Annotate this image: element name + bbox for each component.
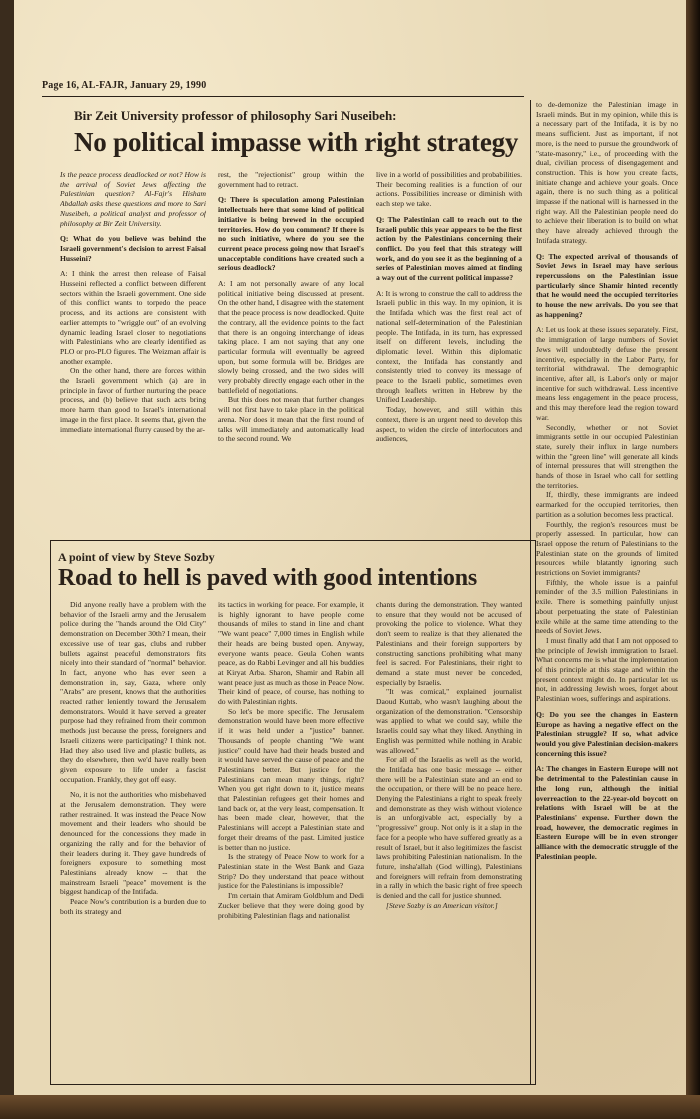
header-rule	[42, 96, 524, 97]
interview-paragraph: If, thirdly, these immigrants are indeed earmarked for the occupied territories, then partition as a solution becomes less practical.	[536, 490, 678, 519]
interview-paragraph: Fifthly, the whole issue is a painful reminder of the 3.5 million Palestinians in exile. There is something painfully unjust about perpetuating the state of Palestinian exile while at the same time attending to the needs of Soviet Jews.	[536, 577, 678, 636]
interview-question: Q: Do you see the changes in Eastern Europe as having a negative effect on the Palestinian struggle? If so, what advice would you give Palestinian decision-makers concerning this issue?	[536, 709, 678, 758]
interview-answer: A: I think the arrest then release of Faisal Husseini reflected a conflict between different sectors within the Israeli government. One side of this conflict wants to torpedo the peace process, and its actions are consistent with earlier attempts to "wriggle out" of an evolving dynamic leading Israel closer to negotiations with Palestinians who are clearly identified as PLO or pro-PLO figures. The Weizman affair is another example.	[60, 269, 206, 366]
interview-column-1	[60, 170, 206, 530]
interview-paragraph: rest, the "rejectionist" group within the government had to retract.	[218, 170, 364, 189]
opinion-paragraph: its tactics in working for peace. For example, it is highly ignorant to have people come thousands of miles to stand in line and chant "We want peace" 7,000 times in English while their heads are being busted open. Anyway, everyone wants peace. Geula Cohen wants peace, as do Rabbi Levinger and all his buddies at Kiryat Arba. Sharon, Shamir and Rabin all want peace just as much as those in Peace Now. Their kind of peace, of course, has nothing to do with Palestinian rights.	[218, 600, 364, 707]
interview-paragraph: But this does not mean that further changes will not first have to take place in the political arena. Nor does it mean that the first round of talks will immediately and automatically lead to the second round. We	[218, 395, 364, 444]
opinion-paragraph: Is the strategy of Peace Now to work for a Palestinian state in the West Bank and Gaza Strip? Do they understand that peace without justice for the Palestinians is impossible?	[218, 852, 364, 891]
interview-paragraph: to de-demonize the Palestinian image in Israeli minds. But in my opinion, while this is a necessary part of the Intifada, it is by no means sufficient. Just as important, if not more, is the need to pursue the groundwork of "state-masonry," i.e., of proceeding with the dual, civilian process of disengagement and construction. This is how you create facts, initiate change and achieve your goals. Once again, there is no such thing as a political impasse if the national will is harnessed in the right way. All the Palestinian people need do to achieve their liberation is to build on what they have already achieved through the Intifada strategy.	[536, 100, 678, 245]
interview-intro: Is the peace process deadlocked or not? How is the arrival of Soviet Jews affecting the Palestinian question? Al-Fajr's Hisham Abdallah asks these questions and more to Sari Nuseibeh, a political analyst and professor of philosophy at Bir Zeit University.	[60, 170, 206, 228]
interview-question: Q: There is speculation among Palestinian intellectuals here that some kind of political initiative is being brewed in the occupied territories. How do you comment? If there is no such initiative, where do you see the current peace process going now that Israel's unacceptable conditions have created such a serious deadlock?	[218, 195, 364, 273]
page-bottom-edge	[0, 1095, 700, 1119]
opinion-column-1	[60, 600, 206, 1080]
interview-column-3	[376, 170, 522, 530]
interview-column-4	[536, 100, 678, 1090]
interview-paragraph: On the other hand, there are forces within the Israeli government which (a) are in principle in favor of further nurturing the peace process, and (b) believe that such acts bring more harm than good to Israel's international image in the first place. It seems that, given the immediate international flurry caused by the ar-	[60, 366, 206, 434]
opinion-paragraph: Peace Now's contribution is a burden due to both its strategy and	[60, 897, 206, 916]
interview-headline: No political impasse with right strategy	[74, 127, 519, 157]
opinion-column-2	[218, 600, 364, 1080]
interview-answer: A: I am not personally aware of any local political initiative being discussed at present. On the other hand, I disagree with the statement that the peace process is now deadlocked. Quite the contrary, all the evidence points to the fact that there is an ongoing interchange of ideas taking place. I am not saying that any one particular formula will eventually be agreed upon, but some formula will be. Bridges are slowly being crossed, and the two sides will very probably directly engage each other in the battlefield of negotiations.	[218, 279, 364, 395]
interview-paragraph: Fourthly, the region's resources must be properly assessed. In particular, how can Israel oppose the return of Palestinians to the Palestinian state on the grounds of limited resources while blatantly ignoring such restrictions on Soviet immigrants?	[536, 519, 678, 578]
interview-paragraph: I must finally add that I am not opposed to the principle of Jewish immigration to Israel. What concerns me is what the implementation of this principle at this stage and within the present context might do. In particular let us not, in addressing Jewish woes, forget about Palestinian woes, sufferings and aspirations.	[536, 635, 678, 704]
opinion-paragraph: So let's be more specific. The Jerusalem demonstration would have been more effective if it was held under a "justice" banner. Thousands of people chanting "We want justice" could have had their heads busted and it would have served the cause of peace and the Palestinians better. But justice for the Palestinians can mean many things, right? When you get right down to it, justice means that Palestinian refugees get their homes and land back or, at the very least, compensation. It has been made clear, however, that the Palestinians will accept a Palestinian state and forget their dreams of the past. Limited justice is better than no justice.	[218, 706, 364, 852]
interview-question: Q: The expected arrival of thousands of Soviet Jews in Israel may have serious repercussions on the Palestinian issue particularly since Shamir hinted recently that he would need the occupied territories to house the new arrivals. Do you see that as happening?	[536, 251, 678, 319]
opinion-kicker: A point of view by Steve Sozby	[58, 550, 215, 564]
interview-answer: A: Let us look at these issues separately. First, the immigration of large numbers of Soviet Jews will undoubtedly defuse the present incentive, especially in the Labor Party, for territorial withdrawal. The demographic incentive, after all, is Labor's only or major incentive for such withdrawal. Less incentive means less engagement in the peace process, and this may therefore lead the region toward war.	[536, 325, 678, 422]
page-folio: Page 16, AL-FAJR, January 29, 1990	[42, 80, 207, 91]
opinion-headline: Road to hell is paved with good intentions	[58, 565, 478, 591]
interview-question: Q: What do you believe was behind the Israeli government's decision to arrest Faisal Husseini?	[60, 234, 206, 263]
opinion-paragraph: "It was comical," explained journalist Daoud Kuttab, who wasn't laughing about the organization of the demonstration. "Censorship was applied to what we could say, while the Israelis could say what they liked. Anything in English was permitted while nothing in Arabic was allowed."	[376, 687, 522, 755]
interview-paragraph: Secondly, whether or not Soviet immigrants settle in our occupied Palestinian state, surely their influx in large numbers within the "green line" will generate all kinds of internal pressures that will strengthen the hands of those in Israel who call for settling the territories.	[536, 422, 678, 490]
interview-paragraph: live in a world of possibilities and probabilities. Their becoming realities is a function of our actions. Possibilities increase or diminish with each step we take.	[376, 170, 522, 209]
interview-question: Q: The Palestinian call to reach out to the Israeli public this year appears to be the first action by the Palestinians concerning their conflict. Do you feel that this strategy will work, and do you see it as the beginning of a series of Palestinian moves aimed at finding a way out of the current political impasse?	[376, 214, 522, 283]
author-note: [Steve Sozby is an American visitor.]	[386, 900, 498, 910]
interview-kicker: Bir Zeit University professor of philosophy Sari Nuseibeh:	[74, 108, 397, 123]
interview-answer: A: It is wrong to construe the call to address the Israeli public in this way. In my opinion, it is the Intifada which was the first real act of national self-determination of the Palestinian people. The Intifada, in its turn, has expressed itself on different levels, including the diplomatic level. Within this diplomatic context, the Intifada has constantly and consistently tried to convey its message of peace to the Israeli public, sometimes even through leaflets written in Hebrew by the Unified Leadership.	[376, 288, 522, 405]
newspaper-page	[14, 0, 686, 1095]
interview-column-2	[218, 170, 364, 530]
interview-paragraph: Today, however, and still within this context, there is an urgent need to develop this aspect, to widen the circle of interlocutors and audiences,	[376, 405, 522, 444]
opinion-paragraph: chants during the demonstration. They wanted to ensure that they would not be accused of provoking the police to violence. What they don't seem to realize is that they alienated the Palestinians and their foreign supporters by constructing sanctions prohibiting what many feel is sacred. For Palestinians, their right to demand a state must never be conceded, especially by Israelis.	[376, 600, 522, 687]
opinion-paragraph: For all of the Israelis as well as the world, the Intifada has one basic message -- either there will be a Palestinian state and an end to the occupation, or there will be no peace here. Denying the Palestinians a right to speak freely and demonstrate as they wish without violence is an unforgivable act, especially by a "progressive" group. Not only is it a slap in the face for a people who have suffered greatly as a result of Israel, but it also legitimizes the fascist laws prohibiting Palestinian nationalism. In the future, insha'allah (God willing), Palestinians and foreigners will refrain from demonstrating in a rally in which the basic right of free speech is denied and the call for justice shunned.	[376, 755, 522, 901]
interview-answer: A: The changes in Eastern Europe will not be detrimental to the Palestinian cause in the long run, although the initial overreaction to the 22-year-old boycott on relations with Israel will be at the Palestinians' expense. Further down the road, however, the democratic regimes in Eastern Europe will be in even stronger alliance with the democratic struggle of the Palestinian people.	[536, 764, 678, 861]
opinion-paragraph: No, it is not the authorities who misbehaved at the Jerusalem demonstration. They were rather restrained. It was instead the Peace Now movement and their leaders who should be denounced for the concessions they made in organizing the rally and for the behavior of their leaders during it. They gave hundreds of foreigners exposure to something most Palestinians already know -- that the mainstream Israeli "peace" movement is the biggest handicap of the Intifada.	[60, 790, 206, 897]
book-binding	[686, 0, 700, 1119]
opinion-paragraph: Did anyone really have a problem with the behavior of the Israeli army and the Jerusalem police during the "hands around the Old City" demonstration on December 30th? I mean, their excessive use of tear gas, clubs and rubber bullets against peaceful demonstrators fits nicely into their standard of "normal" behavior. In fact, anyone who has ever seen a demonstration in, say, Gaza, where only "Arabs" are present, knows that the authorities reacted rather leniently toward the Jerusalem demonstrators. Would it have served a greater purpose had they refrained from their common methods just because the press, foreigners and Israeli citizens were participating? I think not. Had they also used live and plastic bullets, as they do elsewhere, then we'd have really been given exposure to life under a fascist occupation. Frankly, they got off easy.	[60, 600, 206, 784]
opinion-paragraph: I'm certain that Amiram Goldblum and Dedi Zucker believe that they were doing good by prohibiting Palestinian flags and nationalist	[218, 891, 364, 920]
opinion-column-3	[376, 600, 522, 1080]
